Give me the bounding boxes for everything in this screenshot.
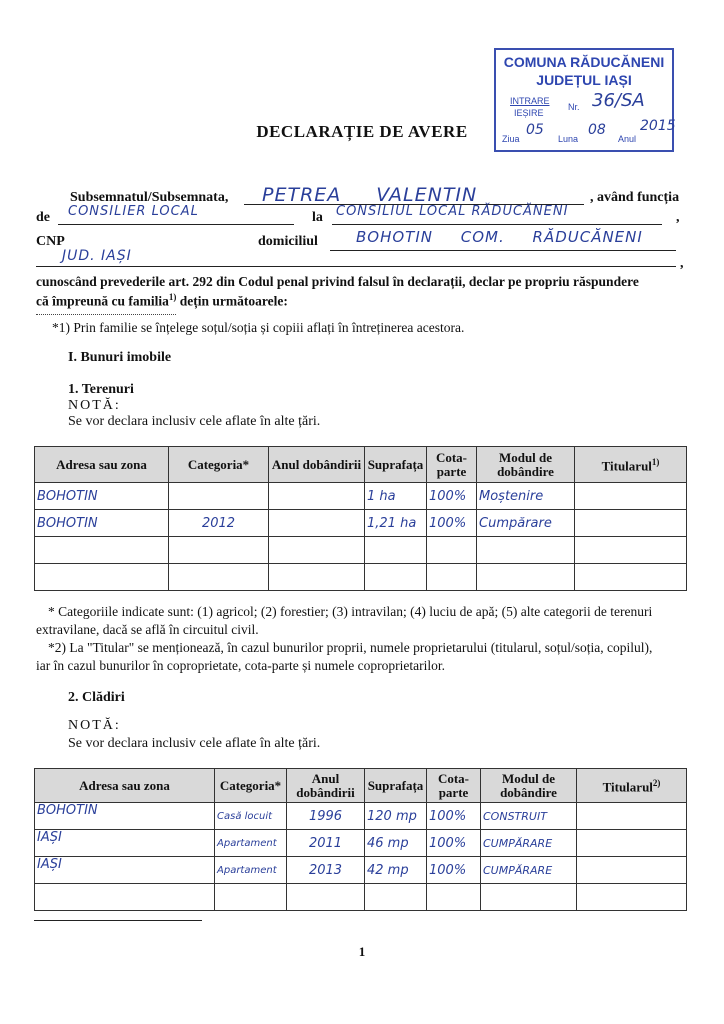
cell	[365, 564, 427, 591]
cell	[575, 564, 687, 591]
cell: CUMPĂRARE	[481, 857, 577, 884]
cell: 1 ha	[365, 483, 427, 510]
th-modul: Modul de dobândire	[477, 447, 575, 483]
cell: Cumpărare	[477, 510, 575, 537]
cell	[427, 564, 477, 591]
cell	[35, 564, 169, 591]
cell	[169, 564, 269, 591]
judet-value: JUD. IAȘI	[62, 248, 132, 264]
functia-value: CONSILIER LOCAL	[68, 204, 199, 219]
cell: 100%	[427, 483, 477, 510]
cell	[269, 537, 365, 564]
th-titular-label: Titularul	[601, 458, 652, 474]
cell	[169, 537, 269, 564]
table-row	[35, 857, 687, 884]
table-row	[35, 564, 687, 591]
de-label: de	[36, 210, 50, 225]
stamp-anul-label: Anul	[618, 134, 637, 144]
cell	[577, 803, 687, 830]
la-label: la	[312, 210, 323, 225]
stamp-ziua-label: Ziua	[502, 134, 520, 144]
th-adresa: Adresa sau zona	[35, 447, 169, 483]
nota-1-text: Se vor declara inclusiv cele aflate în alte țări.	[68, 414, 321, 429]
th-anul: Anul dobândirii	[269, 447, 365, 483]
cladiri-table	[34, 768, 687, 911]
intro-text-2b: dețin următoarele:	[179, 293, 288, 309]
cnp-label: CNP	[36, 234, 65, 249]
dotted-separator	[36, 314, 176, 315]
note-titular: *2) La "Titular" se menționează, în cazul bunurilor proprii, numele proprietarului (titularul, soțul/soția, copilul),	[48, 640, 653, 655]
th-cota: Cota-parte	[427, 447, 477, 483]
intro-text-2	[36, 292, 288, 310]
cell: 2013	[287, 857, 365, 884]
th-categoria: Categoria*	[169, 447, 269, 483]
th-titular	[577, 769, 687, 803]
note-categories-2: extravilane, dacă se află în circuitul civil.	[36, 622, 259, 637]
section1-heading: I. Bunuri imobile	[68, 350, 172, 365]
th-modul: Modul de dobândire	[481, 769, 577, 803]
cell	[269, 564, 365, 591]
th-anul: Anul dobândirii	[287, 769, 365, 803]
cell: Apartament	[215, 857, 287, 884]
stamp-luna-value: 08	[588, 122, 606, 138]
cell	[35, 537, 169, 564]
footnote-separator	[34, 920, 202, 921]
functia-underline	[58, 224, 294, 225]
th-categoria: Categoria*	[215, 769, 287, 803]
cell	[169, 483, 269, 510]
cell: 2012	[169, 510, 269, 537]
cell	[477, 564, 575, 591]
cell	[269, 510, 365, 537]
stamp-county: JUDEȚUL IAȘI	[536, 72, 632, 88]
cell	[577, 884, 687, 911]
stamp-iesire: IEȘIRE	[514, 108, 544, 118]
nota-2: NOTĂ:	[68, 718, 121, 733]
th-suprafata: Suprafața	[365, 769, 427, 803]
functia-label: , având funcția	[590, 190, 680, 205]
stamp-ziua-value: 05	[526, 122, 544, 138]
cell: 42 mp	[365, 857, 427, 884]
nota-2-text: Se vor declara inclusiv cele aflate în alte țări.	[68, 736, 321, 751]
cell	[365, 884, 427, 911]
domiciliul-label: domiciliul	[258, 234, 318, 249]
section2-heading: 2. Clădiri	[68, 690, 125, 705]
cell: Casă locuit	[215, 803, 287, 830]
cell	[481, 884, 577, 911]
cell	[575, 483, 687, 510]
domiciliul-value: BOHOTIN COM. RĂDUCĂNENI	[356, 228, 643, 246]
cell: BOHOTIN	[35, 510, 169, 537]
table-row	[35, 803, 687, 830]
table-row	[35, 510, 687, 537]
th-titular	[575, 447, 687, 483]
cell: 100%	[427, 857, 481, 884]
institutia-underline	[332, 224, 662, 225]
cell	[427, 537, 477, 564]
cell	[575, 537, 687, 564]
cell: 100%	[427, 803, 481, 830]
comma-1: ,	[676, 210, 680, 225]
page-number: 1	[358, 944, 366, 959]
cell: BOHOTIN	[35, 803, 215, 830]
table-row	[35, 830, 687, 857]
stamp-nr-label: Nr.	[568, 102, 580, 112]
intro-text-2a: că împreună cu familia	[36, 293, 169, 309]
cell: IAȘI	[35, 857, 215, 884]
stamp-commune: COMUNA RĂDUCĂNENI	[503, 54, 665, 70]
cell: 120 mp	[365, 803, 427, 830]
stamp-luna-label: Luna	[558, 134, 579, 144]
th-titular-label: Titularul	[602, 779, 653, 795]
th-adresa: Adresa sau zona	[35, 769, 215, 803]
cell	[35, 884, 215, 911]
cell: CUMPĂRARE	[481, 830, 577, 857]
th-titular-sup: 2)	[652, 778, 661, 789]
address-line-2	[36, 266, 676, 267]
stamp-anul-value: 2015	[640, 118, 676, 134]
footnote-family: *1) Prin familie se înțelege soțul/soția și copiii aflați în întreținerea acestora.	[52, 320, 465, 335]
domiciliul-underline	[330, 250, 676, 251]
cell: 100%	[427, 830, 481, 857]
cell: Moștenire	[477, 483, 575, 510]
stamp-nr-value: 36/SA	[592, 90, 645, 111]
cell	[427, 884, 481, 911]
note-categories: * Categoriile indicate sunt: (1) agricol; (2) forestier; (3) intravilan; (4) luciu de apă; (5) alte categorii de terenuri	[48, 604, 653, 619]
cell: 1996	[287, 803, 365, 830]
th-suprafata: Suprafața	[365, 447, 427, 483]
cell	[287, 884, 365, 911]
document-title: DECLARAȚIE DE AVERE	[256, 122, 468, 141]
cell: 1,21 ha	[365, 510, 427, 537]
institutia-value: CONSILIUL LOCAL RĂDUCĂNENI	[336, 204, 569, 219]
cell	[269, 483, 365, 510]
terenuri-table	[34, 446, 687, 591]
intro-sup: 1)	[168, 292, 177, 302]
declarant-name: PETREA VALENTIN	[262, 184, 478, 206]
table-row	[35, 537, 687, 564]
table-row	[35, 483, 687, 510]
cell	[365, 537, 427, 564]
table-row	[35, 884, 687, 911]
cell: CONSTRUIT	[481, 803, 577, 830]
subsemnatul-label: Subsemnatul/Subsemnata,	[70, 190, 229, 205]
cell: IAȘI	[35, 830, 215, 857]
cell	[477, 537, 575, 564]
comma-2: ,	[680, 256, 684, 271]
cell	[577, 857, 687, 884]
intro-text-1: cunoscând prevederile art. 292 din Codul penal privind falsul în declarații, declar pe propriu răspundere	[36, 274, 639, 289]
cell: Apartament	[215, 830, 287, 857]
th-cota: Cota-parte	[427, 769, 481, 803]
stamp-intrare: INTRARE	[510, 96, 550, 106]
nota-1: NOTĂ:	[68, 398, 121, 413]
note-titular-2: iar în cazul bunurilor în coproprietate, cota-parte și numele coproprietarilor.	[36, 658, 445, 673]
cell	[577, 830, 687, 857]
cell	[575, 510, 687, 537]
cell: 46 mp	[365, 830, 427, 857]
cell: 2011	[287, 830, 365, 857]
cell: BOHOTIN	[35, 483, 169, 510]
cell	[215, 884, 287, 911]
cell: 100%	[427, 510, 477, 537]
th-titular-sup: 1)	[651, 457, 660, 468]
section1-sub1: 1. Terenuri	[68, 382, 134, 397]
